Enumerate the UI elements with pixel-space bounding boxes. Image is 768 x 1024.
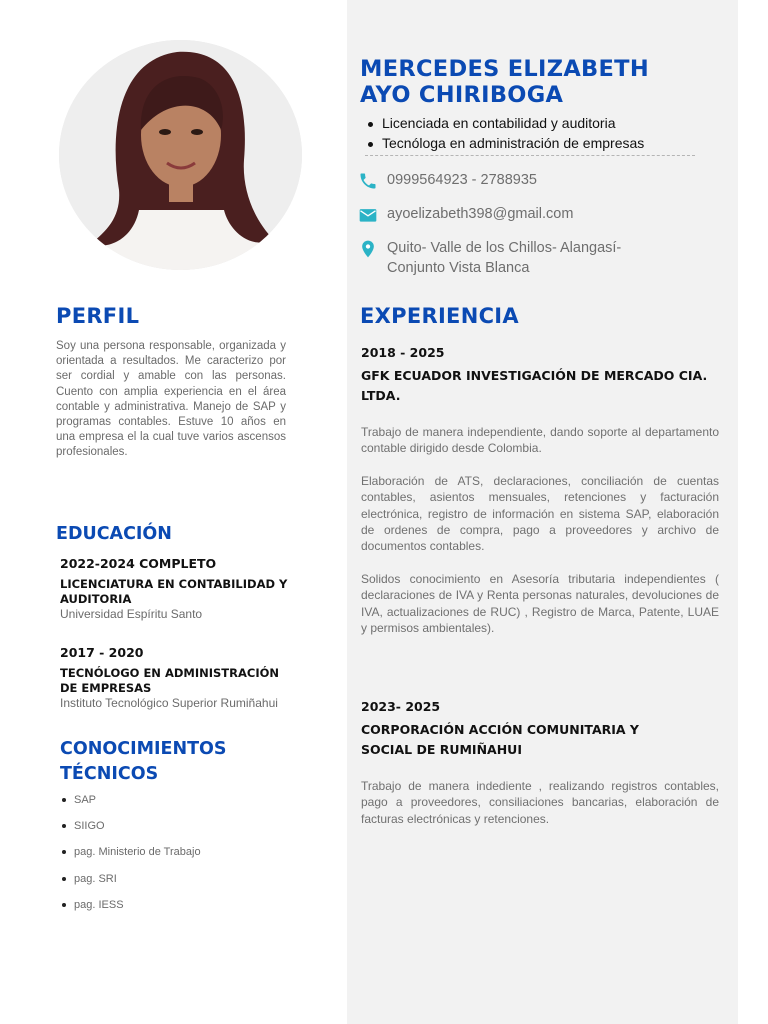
skill-text: pag. IESS: [74, 898, 124, 911]
bullet-icon: [368, 142, 373, 147]
education-year: 2022-2024 COMPLETO: [60, 556, 217, 571]
address-line-2: Conjunto Vista Blanca: [387, 260, 530, 276]
title-item: [365, 114, 695, 134]
experience-item: [361, 345, 719, 636]
profile-photo: [59, 40, 302, 270]
experience-paragraph: Trabajo de manera independiente, dando soporte al departamento contable dirigido desde Colombia.: [361, 425, 719, 456]
bullet-icon: [62, 798, 66, 802]
bullet-icon: [62, 903, 66, 907]
name-line-1: MERCEDES ELIZABETH: [360, 56, 649, 82]
location-pin-icon: [358, 238, 378, 260]
address-line-1: Quito- Valle de los Chillos- Alangasí-: [387, 240, 622, 256]
experience-item: [361, 699, 719, 827]
professional-titles: [365, 114, 695, 156]
skill-item: [60, 845, 201, 871]
experience-paragraph: Solidos conocimiento en Asesoría tributaria independientes ( declaraciones de IVA y Renta personas naturales, devoluciones de IVA, actualizaciones de RUC) , Registro de Marca, Patente, LUAE y permisos ambientales).: [361, 571, 719, 636]
skill-text: SIIGO: [74, 820, 105, 833]
education-item: [60, 556, 295, 623]
education-item: [60, 645, 295, 712]
experience-paragraph: Elaboración de ATS, declaraciones, conciliación de cuentas contables, asientos mensuales, retenciones y facturación electrónica, registro de información en sistema SAP, elaboración de ordenes de compra, pago a proveedores y archivo de documentos contables.: [361, 473, 719, 554]
bullet-icon: [62, 824, 66, 828]
experience-company: CORPORACIÓN ACCIÓN COMUNITARIA Y SOCIAL DE RUMIÑAHUI: [361, 722, 639, 757]
bullet-icon: [62, 850, 66, 854]
skills-heading: CONOCIMIENTOS TÉCNICOS: [60, 739, 227, 784]
skill-item: [60, 898, 201, 924]
experience-heading: EXPERIENCIA: [360, 304, 519, 328]
phone-text: 0999564923 - 2788935: [387, 172, 537, 188]
title-text: Licenciada en contabilidad y auditoria: [382, 115, 616, 131]
full-name: [360, 56, 649, 108]
education-degree: TECNÓLOGO EN ADMINISTRACIÓN DE EMPRESAS: [60, 666, 280, 695]
title-item: [365, 134, 695, 154]
education-heading: EDUCACIÓN: [56, 524, 172, 544]
experience-years: 2018 - 2025: [361, 345, 445, 360]
bullet-icon: [62, 877, 66, 881]
education-degree: LICENCIATURA EN CONTABILIDAD Y AUDITORIA: [60, 577, 288, 606]
skill-item: [60, 872, 201, 898]
skills-list: [60, 793, 201, 924]
name-line-2: AYO CHIRIBOGA: [360, 82, 564, 108]
email-text[interactable]: ayoelizabeth398@gmail.com: [387, 206, 574, 222]
email-icon: [358, 204, 378, 226]
education-school: Instituto Tecnológico Superior Rumiñahui: [60, 696, 278, 710]
experience-years: 2023- 2025: [361, 699, 441, 714]
skill-text: pag. SRI: [74, 872, 117, 885]
profile-text: Soy una persona responsable, organizada y orientada a resultados. Me caracterizo por ser cordial y amable con las personas. Cuento con amplia experiencia en el área contable y administrativa. Manejo de SAP y programas contables. Estuve 10 años en una empresa el la cual tuve varios ascensos profesionales.: [56, 340, 286, 459]
skill-item: [60, 819, 201, 845]
education-year: 2017 - 2020: [60, 645, 144, 660]
skill-text: pag. Ministerio de Trabajo: [74, 846, 201, 859]
education-school: Universidad Espíritu Santo: [60, 607, 203, 621]
skill-text: SAP: [74, 794, 97, 806]
address-text: [387, 238, 687, 278]
title-text: Tecnóloga en administración de empresas: [382, 134, 645, 151]
experience-company: GFK ECUADOR INVESTIGACIÓN DE MERCADO CIA. LTDA.: [361, 368, 708, 403]
skill-item: [60, 793, 201, 819]
experience-paragraph: Trabajo de manera indediente , realizando registros contables, pago a proveedores, consiliaciones bancarias, elaboración de facturas electrónicas y retenciones.: [361, 779, 719, 826]
bullet-icon: [368, 122, 373, 127]
profile-heading: PERFIL: [56, 304, 140, 328]
phone-icon: [358, 170, 378, 192]
